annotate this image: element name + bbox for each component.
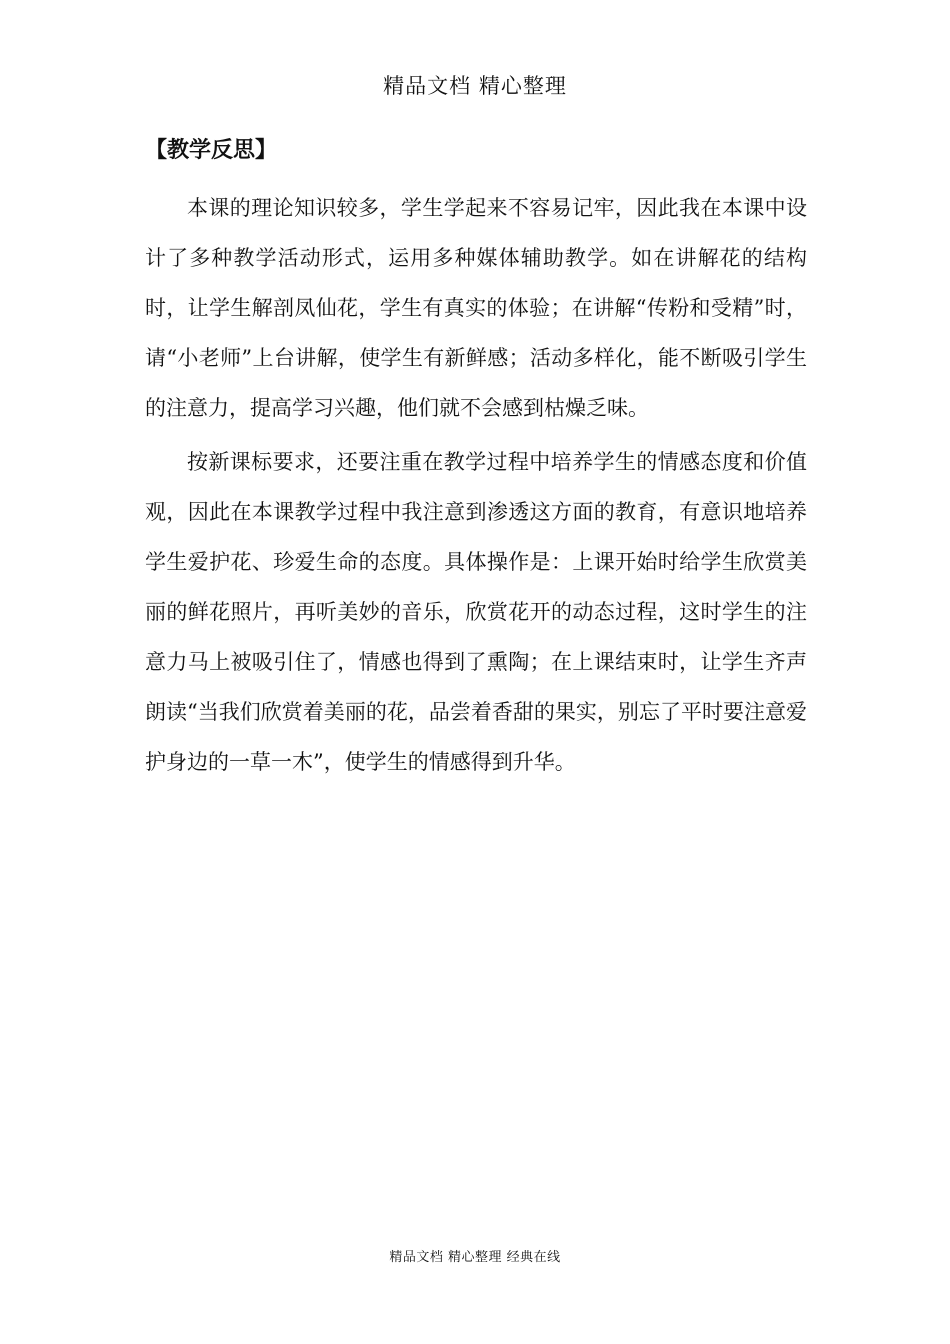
section-title: 【教学反思】 [145,137,278,163]
page-header: 精品文档 精心整理 [383,74,567,98]
page-footer: 精品文档 精心整理 经典在线 [389,1250,561,1265]
paragraph-2: 按新课标要求，还要注重在教学过程中培养学生的情感态度和价值观，因此在本课教学过程中我注意到渗透这方面的教育，有意识地培养学生爱护花、珍爱生命的态度。具体操作是：上课开始时给学生欣赏美丽的鲜花照片，再听美妙的音乐，欣赏花开的动态过程，这时学生的注意力马上被吸引住了，情感也得到了熏陶；在上课结束时，让学生齐声朗读“当我们欣赏着美丽的花，品尝着香甜的果实，别忘了平时要注意爱护身边的一草一木”，使学生的情感得到升华。 [145,450,807,774]
document-body [145,130,807,791]
paragraph-1: 本课的理论知识较多，学生学起来不容易记牢，因此我在本课中设计了多种教学活动形式，运用多种媒体辅助教学。如在讲解花的结构时，让学生解剖凤仙花，学生有真实的体验；在讲解“传粉和受精”时，请“小老师”上台讲解，使学生有新鲜感；活动多样化，能不断吸引学生的注意力，提高学习兴趣，他们就不会感到枯燥乏味。 [145,196,807,420]
